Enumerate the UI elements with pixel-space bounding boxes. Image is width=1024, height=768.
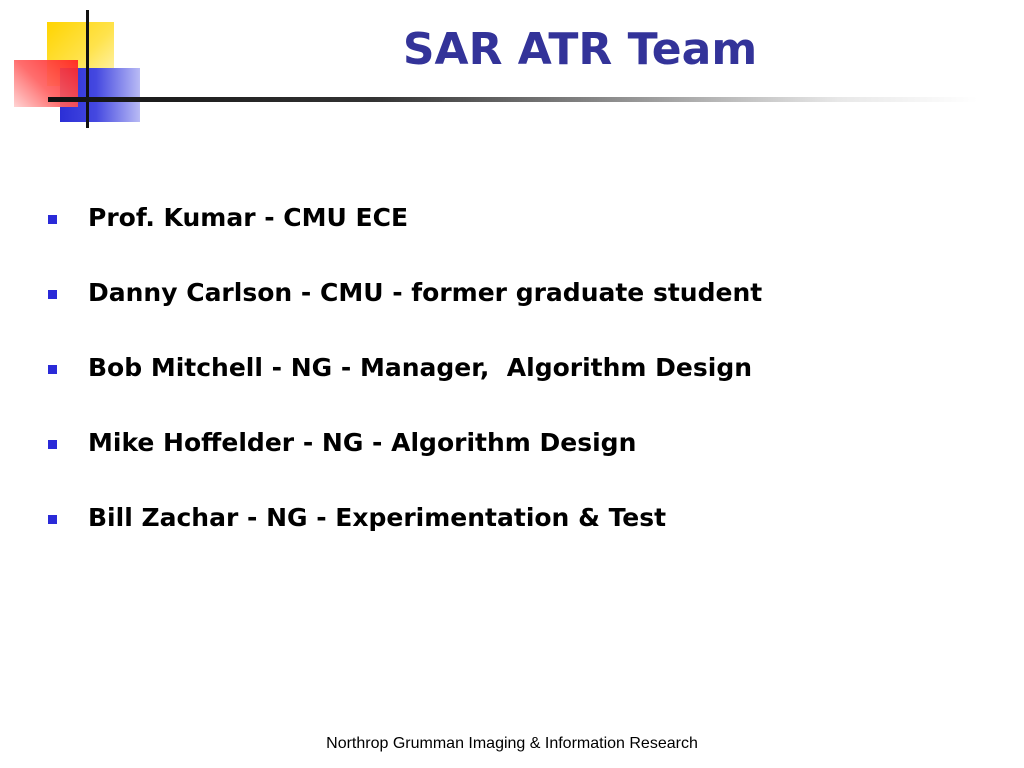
bullet-text: Bob Mitchell - NG - Manager, Algorithm Design	[88, 353, 753, 382]
bullet-list	[48, 198, 762, 573]
list-item	[48, 348, 762, 423]
title-underline	[48, 97, 978, 102]
bullet-text: Prof. Kumar - CMU ECE	[88, 203, 409, 232]
square-bullet-icon	[48, 365, 57, 374]
list-item	[48, 498, 762, 573]
square-bullet-icon	[48, 290, 57, 299]
square-bullet-icon	[48, 515, 57, 524]
vertical-rule	[86, 10, 89, 128]
square-bullet-icon	[48, 440, 57, 449]
footer-text: Northrop Grumman Imaging & Information Research	[326, 735, 698, 752]
bullet-text: Mike Hoffelder - NG - Algorithm Design	[88, 428, 637, 457]
square-bullet-icon	[48, 215, 57, 224]
list-item	[48, 423, 762, 498]
bullet-text: Bill Zachar - NG - Experimentation & Test	[88, 503, 667, 532]
list-item	[48, 198, 762, 273]
bullet-text: Danny Carlson - CMU - former graduate student	[88, 278, 763, 307]
slide-title: SAR ATR Team	[402, 24, 758, 75]
list-item	[48, 273, 762, 348]
